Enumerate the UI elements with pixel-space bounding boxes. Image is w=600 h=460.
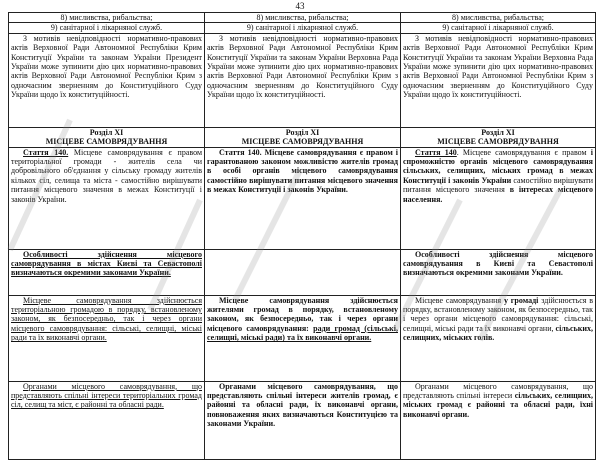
section-heading: Розділ XI МІСЦЕВЕ САМОВРЯДУВАННЯ — [401, 127, 596, 147]
table-row — [9, 249, 596, 295]
table-cell: 9) санітарної і лікарняної служб. — [401, 23, 596, 33]
page-number: 43 — [295, 1, 305, 11]
table-cell: 8) мисливства, рибальства; — [205, 13, 401, 23]
table-cell — [205, 249, 401, 295]
table-cell: Стаття 140. Місцеве самоврядування є правом територіальної громади - жителів села чи добровільного об'єднання у сільську громаду жителів кількох сіл, селища та міста - самостійно вирішувати питання місцевого значення в межах Конституції і законів України. — [9, 147, 205, 249]
table-row — [9, 13, 596, 23]
table-cell: Місцеве самоврядування у громаді здійснюється в порядку, встановленому законом, як безпосередньо, так і через органи місцевого самоврядування: сільські, селищні, міські ради та їх виконавчі органи, сільських, селищних, міських голів. — [401, 295, 596, 381]
comparison-table — [8, 12, 596, 460]
table-cell: 8) мисливства, рибальства; — [401, 13, 596, 23]
table-cell: 9) санітарної і лікарняної служб. — [205, 23, 401, 33]
table-cell: Місцеве самоврядування здійснюється жителями громад в порядку, встановленому законом, як безпосередньо, так і через органи місцевого самоврядування: ради громад (сільські, селищні, міські ради) та їх виконавчі органи. — [205, 295, 401, 381]
section-header-row — [9, 127, 596, 147]
table-cell: Місцеве самоврядування здійснюється територіальною громадою в порядку, встановленому законом, як безпосередньо, так і через органи місцевого самоврядування: сільські, селищні, міські ради та їх виконавчі органи. — [9, 295, 205, 381]
table-cell: Стаття 140. Місцеве самоврядування є правом і гарантованою законом можливістю жителів громад в особі органів місцевого самоврядування самостійно вирішувати питання місцевого значення в межах Конституції і законів України. — [205, 147, 401, 249]
table-row — [9, 147, 596, 249]
table-cell: Особливості здійснення місцевого самоврядування в містах Києві та Севастополі визначаються окремими законами України. — [9, 249, 205, 295]
table-cell: З мотивів невідповідності нормативно-правових актів Верховної Ради Автономної Республіки Крим Конституції України та законам України Президент України може зупинити дію цих нормативно-правових актів Верховної Ради Автономної Республіки Крим з одночасним зверненням до Конституційного Суду України щодо їх конституційності. — [9, 33, 205, 127]
table-row — [9, 295, 596, 381]
table-cell: Органами місцевого самоврядування, що представляють спільні інтереси жителів громад, є районні та обласні ради, їх виконавчі органи, повноваження яких визначаються Конституцією та законами України. — [205, 381, 401, 459]
table-cell: 8) мисливства, рибальства; — [9, 13, 205, 23]
table-cell: Органами місцевого самоврядування, що представляють спільні інтереси сільських, селищних, міських громад є районні та обласні ради, їхні виконавчі органи. — [401, 381, 596, 459]
table-cell: З мотивів невідповідності нормативно-правових актів Верховної Ради Автономної Республіки Крим Конституції України та законам України Верховна Рада України може зупинити дію цих нормативно-правових актів Верховної Ради Автономної Республіки Крим з одночасним зверненням до Конституційного Суду України щодо їх конституційності. — [205, 33, 401, 127]
table-cell: Стаття 140. Місцеве самоврядування є правом і спроможністю органів місцевого самоврядування сільських, селищних, міських громад в межах Конституції і законів України самостійно вирішувати питання місцевого значення в інтересах місцевого населення. — [401, 147, 596, 249]
table-cell: З мотивів невідповідності нормативно-правових актів Верховної Ради Автономної Республіки Крим Конституції України та законам України Верховна Рада України може зупинити дію цих нормативно-правових актів Верховної Ради Автономної Республіки Крим з одночасним зверненням до Конституційного Суду України щодо їх конституційності. — [401, 33, 596, 127]
table-row — [9, 33, 596, 127]
table-cell: Особливості здійснення місцевого самоврядування в Києві та Севастополі визначаються окремими законами України. — [401, 249, 596, 295]
section-heading: Розділ XI МІСЦЕВЕ САМОВРЯДУВАННЯ — [205, 127, 401, 147]
table-cell: 9) санітарної і лікарняної служб. — [9, 23, 205, 33]
table-row — [9, 23, 596, 33]
section-heading: Розділ XI МІСЦЕВЕ САМОВРЯДУВАННЯ — [9, 127, 205, 147]
table-row — [9, 381, 596, 459]
table-cell: Органами місцевого самоврядування, що представляють спільні інтереси територіальних громад сіл, селищ та міст, є районні та обласні ради. — [9, 381, 205, 459]
